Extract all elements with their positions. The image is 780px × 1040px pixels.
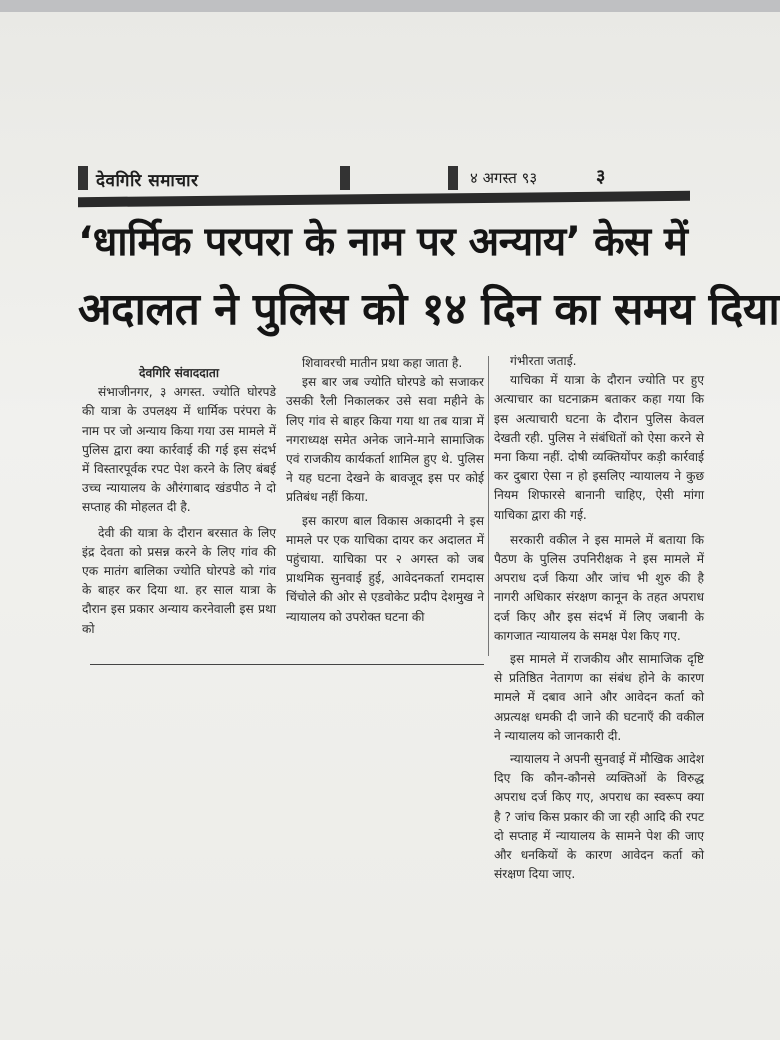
article-column-1 [82,364,276,639]
paragraph: शिवावरची मातीन प्रथा कहा जाता है. [302,356,463,370]
masthead [78,160,690,200]
article-column-3 [494,352,704,884]
headline-line-2: अदालत ने पुलिस को १४ दिन का समय दिया [78,284,780,335]
masthead-ornament [78,166,88,190]
paragraph: इस मामले में राजकीय और सामाजिक दृष्टि से प्रतिष्ठित नेतागण का संबंध होने के कारण मामले में दबाव आने और आवेदन कर्ता को अप्रत्यक्ष धमकी दी जाने की घटनाएँ की वकील ने न्यायालय को जानकारी दी. [494,652,704,743]
column-end-rule [90,664,484,665]
issue-date: ४ अगस्त ९३ [470,169,538,187]
article-column-2 [286,354,484,627]
headline-line-1: ‘धार्मिक परपरा के नाम पर अन्याय’ केस में [78,219,688,265]
byline: देवगिरि संवाददाता [138,366,220,380]
paragraph: संभाजीनगर, ३ अगस्त. ज्योति घोरपडे की यात्रा के उपलक्ष्य में धार्मिक परंपरा के नाम पर जो अन्याय किया गया उस मामले में पुलिस द्वारा क्या कार्रवाई की गई इस संदर्भ में विस्तारपूर्वक रपट पेश करने के लिए बंबई उच्च न्यायालय के औरंगाबाद खंडपीठ ने दो सप्ताह की मोहलत दी है. [82,385,276,515]
newspaper-name-text: देवगिरि समाचार [96,171,199,191]
paragraph: याचिका में यात्रा के दौरान ज्योति पर हुए अत्याचार का घटनाक्रम बताकर कहा गया कि इस अत्याचारी घटना के दौरान पुलिस केवल देखती रही. पुलिस ने संबंधितों को ऐसा करने से मना किया नहीं. दोषी व्यक्तियोंपर कड़ी कार्रवाई कर दुबारा ऐसा न हो इसलिए न्यायालय ने कुछ नियम शिफारसे बानानी चाहिए, ऐसी मांगा याचिका द्वारा की गई. [494,373,704,522]
masthead-ornament [448,166,458,190]
column-divider [488,356,489,656]
paragraph: गंभीरता जताई. [510,354,577,368]
paragraph: इस बार जब ज्योति घोरपडे को सजाकर उसकी रैली निकालकर उसे सवा महीने के लिए गांव से बाहर किया गया था तब यात्रा में नगराध्यक्ष समेत अनेक जाने-माने सामाजिक एवं राजकीय कार्यकर्ता शामिल हुए थे. पुलिस ने यह घटना देखने के बावजूद इस पर कोई प्रतिबंध नहीं किया. [286,375,484,505]
newspaper-name [96,168,198,191]
paragraph: देवी की यात्रा के दौरान बरसात के लिए इंद्र देवता को प्रसन्न करने के लिए गांव की एक मातंग बालिका ज्योति घोरपडे को गांव के बाहर कर दिया था. हर साल यात्रा के दौरान इस प्रकार अन्याय करनेवाली इस प्रथा को [82,525,276,636]
paragraph: सरकारी वकील ने इस मामले में बताया कि पैठण के पुलिस उपनिरीक्षक ने इस मामले में अपराध दर्ज किया और जांच भी शुरु की है नागरी अधिकार संरक्षण कानून के तहत अपराध दर्ज किए और इस संदर्भ में लिए जबानी के कागजात न्यायालय के समक्ष पेश किए गए. [494,532,704,643]
paragraph: न्यायालय ने अपनी सुनवाई में मौखिक आदेश दिए कि कौन-कौनसे व्यक्तिओं के विरुद्ध अपराध दर्ज किए गए, अपराध का स्वरूप क्या है ? जांच किस प्रकार की जा रही आदि की रपट दो सप्ताह में न्यायालय के सामने पेश की जाए और धनकियों के कारण आवेदन कर्ता को संरक्षण दिया जाए. [494,752,704,882]
page-number: ३ [596,166,606,187]
paragraph: इस कारण बाल विकास अकादमी ने इस मामले पर एक याचिका दायर कर अदालत में पहुंचाया. याचिका पर २ अगस्त को जब प्राथमिक सुनवाई हुई, आवेदनकर्ता रामदास चिंचोले की ओर से एडवोकेट प्रदीप देशमुख ने न्यायालय को उपरोक्त घटना की [286,513,484,624]
masthead-ornament [340,166,350,190]
